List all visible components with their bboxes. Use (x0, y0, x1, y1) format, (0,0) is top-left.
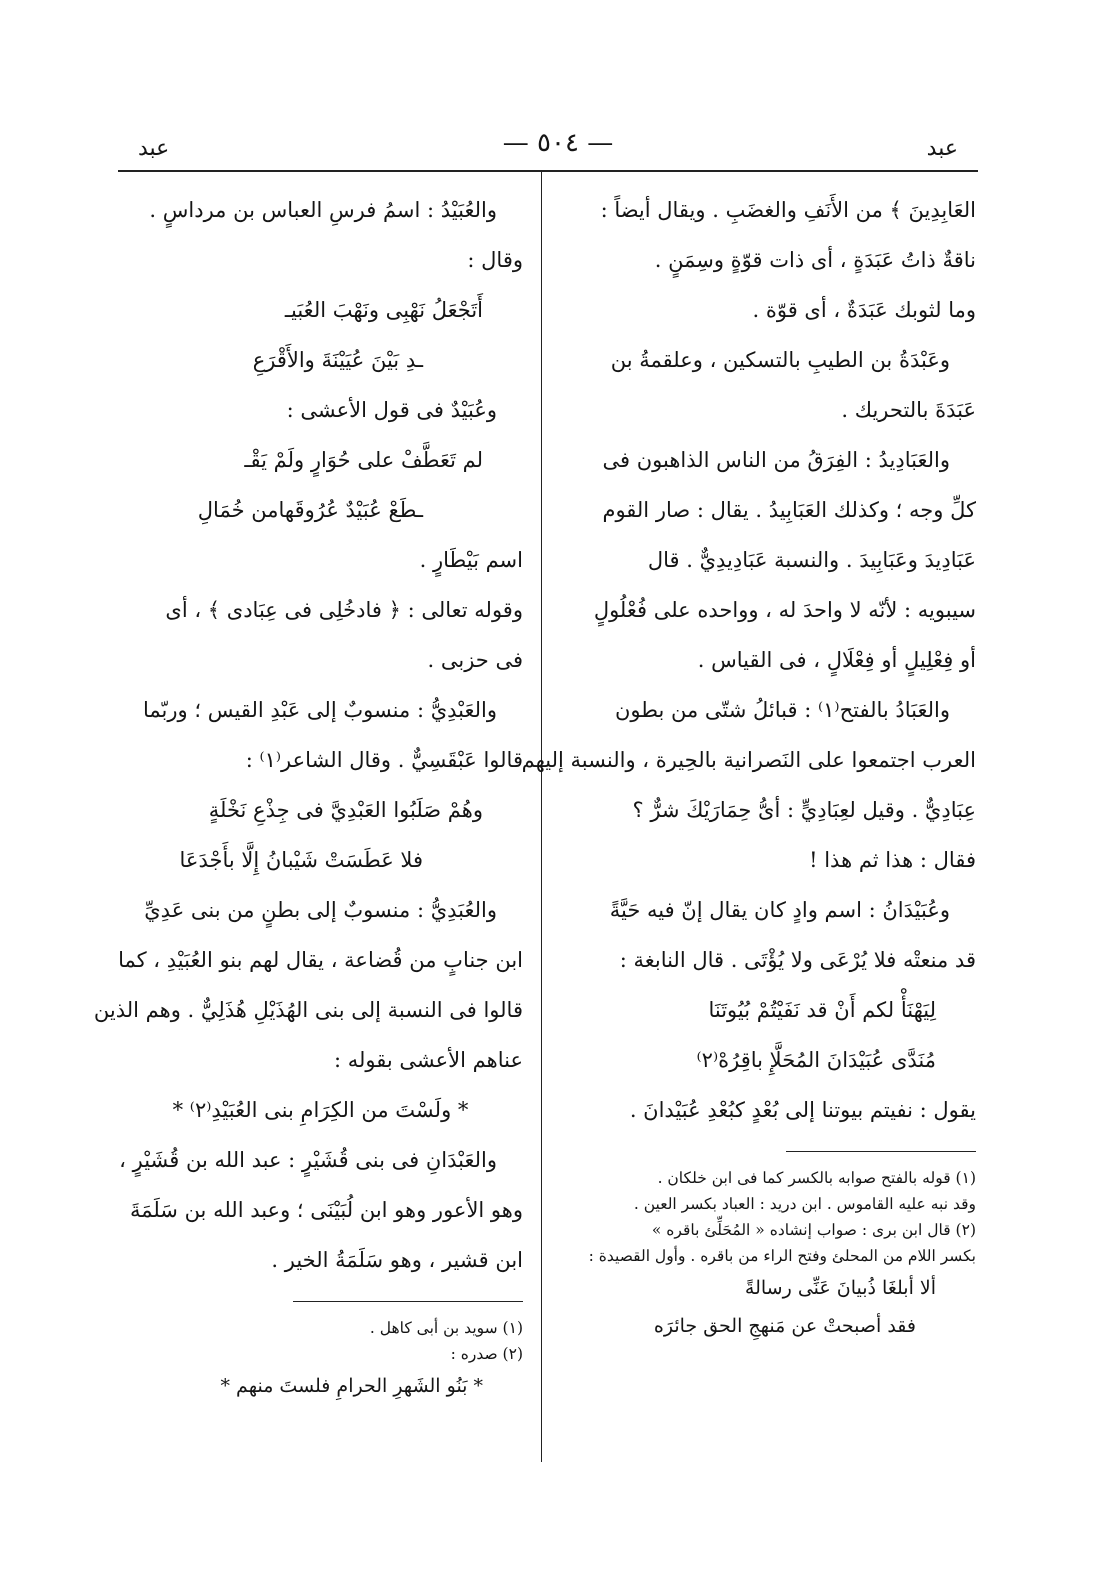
footnote-line: (١) قوله بالفتح صوابه بالكسر كما فى ابن خلكان . (657, 1169, 976, 1187)
text-line: سيبويه : لأنّه لا واحدَ له ، وواحده على فُعْلُولٍ (593, 598, 976, 622)
text-line: والعَبْدَانِ فى بنى قُشَيْرٍ : عبد الله بن قُشَيْرٍ ، (119, 1148, 497, 1172)
text-line: قد منعتْه فلا يُرْعَى ولا يُؤْتَى . قال النابغة : (619, 948, 976, 972)
text-line: والعُبَيْدُ : اسمُ فرسِ العباس بن مرداسٍ . (149, 198, 497, 222)
text-line: وعُبَيْدَانُ : اسم وادٍ كان يقال إنّ فيه حَيَّةً (609, 898, 950, 922)
text-line: فقال : هذا ثم هذا ! (809, 848, 976, 872)
verse-line: مُنَدَّى عُبَيْدَانَ المُحَلَّإِ باقِرُهْ⁽٢⁾ (696, 1048, 936, 1072)
text-line: فى حزبى . (427, 648, 523, 672)
footnote-rule (786, 1151, 976, 1153)
footnote-line: (١) سويد بن أبى كاهل . (369, 1319, 523, 1337)
verse-line: أَتَجْعَلُ نَهْبِى ونَهْبَ العُبَيـ (284, 298, 483, 322)
footnote-verse: * بَنُو الشَهرِ الحرامِ فلستَ منهم * (220, 1375, 483, 1397)
text-line: أو فِعْلِيلٍ أو فِعْلَالٍ ، فى القياس . (697, 648, 976, 672)
running-head-right: عبد (926, 136, 958, 161)
text-line: كلِّ وجه ؛ وكذلك العَبَابِيدُ . يقال : صار القوم (602, 498, 976, 522)
footnote-verse: فقد أصبحتْ عن مَنهجِ الحق جائرَه (653, 1315, 916, 1337)
text-line: والعَبَادِيدُ : الفِرَقُ من الناس الذاهبون فى (602, 448, 950, 472)
verse-line: ـدِ بَيْنَ عُيَيْنَةَ والأَقْرَعِ (252, 348, 423, 372)
right-column (521, 185, 976, 1345)
text-line: وهو الأعور وهو ابن لُبَيْنَى ؛ وعبد الله بن سَلَمَةَ (129, 1198, 523, 1222)
column-divider (541, 172, 542, 1462)
page-number: — ٥٠٤ — (502, 128, 614, 158)
text-line: يقول : نفيتم بيوتنا إلى بُعْدٍ كبُعْدِ عُبَيْدانَ . (629, 1098, 976, 1122)
text-line: والعَبْدِيُّ : منسوبٌ إلى عَبْدِ القيس ؛ وربّما (143, 698, 497, 722)
running-head-left: عبد (138, 136, 170, 161)
footnote-line: (٢) صدره : (450, 1345, 523, 1363)
verse-line: ـطَعْ عُبَيْدٌ عُرُوقَهامن خُمَالِ (197, 498, 423, 522)
text-line: العَابِدِينَ ﴾ من الأَنَفِ والغضَبِ . ويقال أيضاً : (600, 198, 976, 222)
text-line: والعُبَدِيُّ : منسوبٌ إلى بطنٍ من بنى عَدِيِّ (144, 898, 497, 922)
text-line: العرب اجتمعوا على النَصرانية بالحِيرة ، والنسبة إليهم (521, 748, 976, 772)
verse-line: * ولَسْتَ من الكِرَامِ بنى العُبَيْدِ⁽٢⁾ * (172, 1098, 469, 1122)
text-line: ناقةٌ ذاتُ عَبَدَةٍ ، أى ذات قوّةٍ وسِمَنٍ . (654, 248, 976, 272)
text-line: عَبَدَةَ بالتحريك . (841, 398, 976, 422)
text-line: والعَبَادُ بالفتح⁽١⁾ : قبائلُ شتّى من بطون (614, 698, 950, 722)
text-line: اسم بَيْطَارٍ . (419, 548, 523, 572)
footnote-line: بكسر اللام من المحلئ وفتح الراء من باقره . وأول القصيدة : (588, 1247, 976, 1265)
header-rule (118, 170, 978, 172)
text-line: وعَبْدَةُ بن الطيبِ بالتسكين ، وعلقمةُ بن (610, 348, 950, 372)
verse-line: لِيَهْنَأْ لكم أَنْ قد نَفَيْتُمْ بُيُوتَنَا (708, 998, 936, 1022)
text-line: عَبَادِيدَ وعَبَابِيدَ . والنسبة عَبَادِيدِيٌّ . قال (647, 548, 976, 572)
verse-line: لم تَعَطَّفْ على حُوَارٍ ولَمْ يَقْـ (244, 448, 483, 472)
text-line: ابن قشير ، وهو سَلَمَةُ الخير . (271, 1248, 523, 1272)
footnote-line: وقد نبه عليه القاموس . ابن دريد : العباد بكسر العين . (633, 1195, 976, 1213)
verse-line: وهُمْ صَلَبُوا العَبْدِيَّ فى جِذْعِ نَخْلَةٍ (208, 798, 483, 822)
left-column (93, 185, 523, 1405)
footnote-line: (٢) قال ابن برى : صواب إنشاده « المُحَلِّئ باقره » (651, 1221, 976, 1239)
text-line: قالوا فى النسبة إلى بنى الهُذَيْلِ هُذَلِيٌّ . وهم الذين (93, 998, 523, 1022)
text-line: قالوا عَبْقَسِيٌّ . وقال الشاعر⁽١⁾ : (245, 748, 523, 772)
text-line: وما لثوبك عَبَدَةٌ ، أى قوّة . (752, 298, 976, 322)
text-line: وقوله تعالى : ﴿ فادخُلِى فى عِبَادى ﴾ ، أى (165, 598, 523, 622)
text-line: ابن جنابٍ من قُضاعة ، يقال لهم بنو العُبَيْدِ ، كما (118, 948, 523, 972)
text-line: عِبَادِيٌّ . وقيل لعِبَادِيٍّ : أىُّ حِمَارَيْكَ شرٌّ ؟ (632, 798, 976, 822)
text-line: وقال : (467, 248, 523, 272)
text-line: وعُبَيْدٌ فى قول الأعشى : (286, 398, 497, 422)
footnote-rule (293, 1301, 523, 1303)
verse-line: فلا عَطَسَتْ شَيْبانُ إِلَّا بأَجْدَعَا (179, 848, 423, 872)
footnote-verse: ألا أبلغَا ذُبيانَ عَنِّى رسالةً (744, 1277, 936, 1299)
text-line: عناهم الأعشى بقوله : (334, 1048, 523, 1072)
